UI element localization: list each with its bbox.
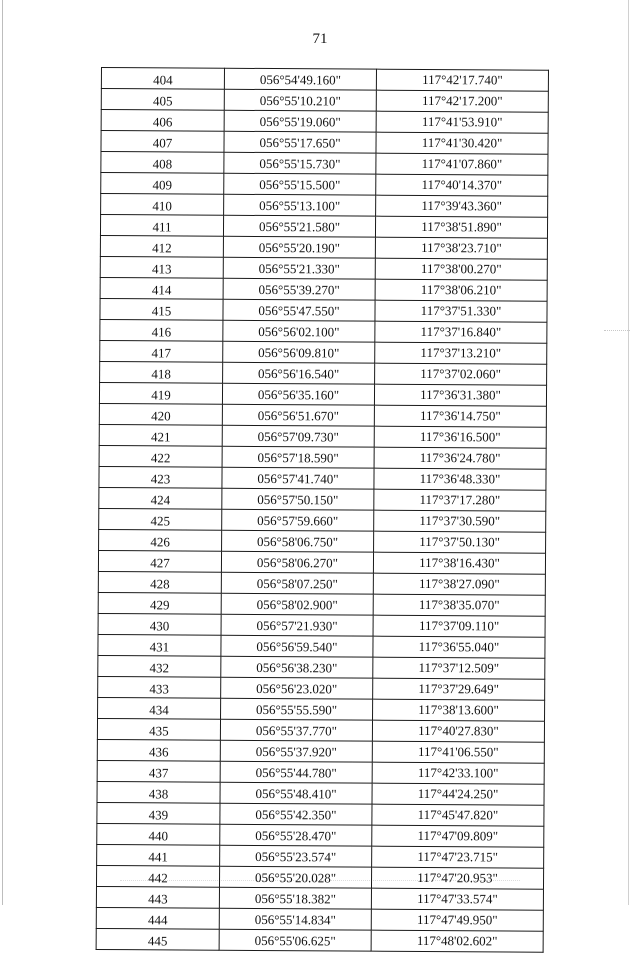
latitude-cell: 056°57'21.930"	[221, 614, 373, 636]
table-row	[97, 844, 544, 868]
longitude-cell: 117°48'02.602"	[371, 930, 543, 952]
longitude-cell: 117°42'33.100"	[372, 762, 544, 784]
point-number-cell: 445	[96, 928, 219, 950]
point-number-cell: 411	[100, 215, 223, 237]
point-number-cell: 426	[99, 529, 222, 551]
longitude-cell: 117°47'09.809"	[372, 825, 544, 847]
latitude-cell: 056°55'23.574"	[220, 845, 372, 867]
longitude-cell: 117°37'13.210"	[375, 342, 547, 364]
latitude-cell: 056°55'37.920"	[220, 740, 372, 762]
latitude-cell: 056°55'44.780"	[220, 761, 372, 783]
point-number-cell: 436	[97, 739, 220, 761]
latitude-cell: 056°57'59.660"	[222, 509, 374, 531]
table-row	[101, 131, 548, 155]
point-number-cell: 414	[100, 277, 223, 299]
table-row	[97, 718, 544, 742]
coordinates-table	[96, 67, 549, 953]
longitude-cell: 117°40'27.830"	[372, 720, 544, 742]
table-row	[100, 215, 547, 239]
table-row	[100, 298, 547, 322]
table-row	[100, 340, 547, 364]
point-number-cell: 404	[101, 68, 224, 90]
longitude-cell: 117°40'14.370"	[376, 174, 548, 196]
table-row	[99, 403, 546, 427]
point-number-cell: 427	[98, 550, 221, 572]
point-number-cell: 433	[98, 676, 221, 698]
point-number-cell: 415	[100, 298, 223, 320]
point-number-cell: 408	[101, 152, 224, 174]
latitude-cell: 056°55'18.382"	[219, 887, 371, 909]
table-row	[97, 760, 544, 784]
longitude-cell: 117°41'07.860"	[376, 153, 548, 175]
longitude-cell: 117°37'50.130"	[374, 531, 546, 553]
latitude-cell: 056°54'49.160"	[224, 68, 376, 90]
latitude-cell: 056°58'06.270"	[221, 551, 373, 573]
point-number-cell: 412	[100, 235, 223, 257]
table-row	[97, 802, 544, 826]
point-number-cell: 443	[96, 886, 219, 908]
longitude-cell: 117°41'30.420"	[376, 132, 548, 154]
longitude-cell: 117°38'35.070"	[373, 594, 545, 616]
point-number-cell: 405	[101, 89, 224, 111]
table-row	[99, 487, 546, 511]
latitude-cell: 056°55'21.580"	[223, 215, 375, 237]
longitude-cell: 117°38'13.600"	[373, 699, 545, 721]
latitude-cell: 056°55'42.350"	[220, 803, 372, 825]
latitude-cell: 056°56'23.020"	[221, 677, 373, 699]
latitude-cell: 056°56'35.160"	[222, 383, 374, 405]
longitude-cell: 117°47'23.715"	[372, 846, 544, 868]
latitude-cell: 056°56'51.670"	[222, 404, 374, 426]
point-number-cell: 442	[96, 865, 219, 887]
point-number-cell: 440	[97, 823, 220, 845]
table-row	[101, 152, 548, 176]
latitude-cell: 056°55'20.028"	[219, 866, 371, 888]
point-number-cell: 423	[99, 466, 222, 488]
point-number-cell: 431	[98, 634, 221, 656]
longitude-cell: 117°38'16.430"	[373, 552, 545, 574]
latitude-cell: 056°55'47.550"	[223, 299, 375, 321]
point-number-cell: 420	[99, 403, 222, 425]
point-number-cell: 416	[100, 319, 223, 341]
latitude-cell: 056°55'19.060"	[224, 110, 376, 132]
table-row	[98, 613, 545, 637]
latitude-cell: 056°55'48.410"	[220, 782, 372, 804]
latitude-cell: 056°55'10.210"	[224, 89, 376, 111]
latitude-cell: 056°58'07.250"	[221, 572, 373, 594]
table-row	[96, 928, 543, 952]
point-number-cell: 410	[101, 194, 224, 216]
table-row	[100, 319, 547, 343]
table-row	[101, 68, 548, 92]
point-number-cell: 406	[101, 110, 224, 132]
longitude-cell: 117°38'51.890"	[375, 216, 547, 238]
table-row	[98, 676, 545, 700]
longitude-cell: 117°37'30.590"	[374, 510, 546, 532]
point-number-cell: 439	[97, 802, 220, 824]
latitude-cell: 056°56'16.540"	[223, 362, 375, 384]
table-row	[96, 865, 543, 889]
table-row	[101, 89, 548, 113]
latitude-cell: 056°56'02.100"	[223, 320, 375, 342]
latitude-cell: 056°55'21.330"	[223, 257, 375, 279]
latitude-cell: 056°57'50.150"	[222, 488, 374, 510]
latitude-cell: 056°55'13.100"	[224, 194, 376, 216]
table-row	[99, 445, 546, 469]
table-row	[99, 529, 546, 553]
point-number-cell: 437	[97, 760, 220, 782]
latitude-cell: 056°56'59.540"	[221, 635, 373, 657]
table-row	[97, 823, 544, 847]
table-row	[101, 173, 548, 197]
point-number-cell: 409	[101, 173, 224, 195]
longitude-cell: 117°37'51.330"	[375, 300, 547, 322]
table-row	[99, 424, 546, 448]
table-row	[101, 110, 548, 134]
longitude-cell: 117°37'17.280"	[374, 489, 546, 511]
point-number-cell: 438	[97, 781, 220, 803]
table-row	[99, 508, 546, 532]
latitude-cell: 056°56'09.810"	[223, 341, 375, 363]
table-row	[101, 194, 548, 218]
point-number-cell: 424	[99, 487, 222, 509]
longitude-cell: 117°36'16.500"	[374, 426, 546, 448]
table-row	[99, 466, 546, 490]
scan-artifact	[604, 330, 630, 332]
longitude-cell: 117°37'12.509"	[373, 657, 545, 679]
point-number-cell: 425	[99, 508, 222, 530]
point-number-cell: 421	[99, 424, 222, 446]
scan-edge-left	[2, 0, 3, 905]
table-row	[98, 634, 545, 658]
latitude-cell: 056°55'15.730"	[224, 152, 376, 174]
table-row	[96, 907, 543, 931]
point-number-cell: 428	[98, 571, 221, 593]
longitude-cell: 117°38'00.270"	[375, 258, 547, 280]
scan-edge-right	[628, 0, 629, 905]
point-number-cell: 429	[98, 592, 221, 614]
longitude-cell: 117°44'24.250"	[372, 783, 544, 805]
table-row	[98, 655, 545, 679]
longitude-cell: 117°36'31.380"	[374, 384, 546, 406]
latitude-cell: 056°57'09.730"	[222, 425, 374, 447]
latitude-cell: 056°55'37.770"	[220, 719, 372, 741]
table-row	[98, 550, 545, 574]
latitude-cell: 056°55'28.470"	[220, 824, 372, 846]
latitude-cell: 056°58'06.750"	[222, 530, 374, 552]
longitude-cell: 117°45'47.820"	[372, 804, 544, 826]
point-number-cell: 422	[99, 445, 222, 467]
table-row	[100, 277, 547, 301]
longitude-cell: 117°38'23.710"	[375, 237, 547, 259]
latitude-cell: 056°55'06.625"	[219, 929, 371, 951]
table-row	[97, 739, 544, 763]
point-number-cell: 435	[97, 718, 220, 740]
point-number-cell: 417	[100, 340, 223, 362]
table-row	[100, 256, 547, 280]
table-row	[97, 781, 544, 805]
latitude-cell: 056°55'55.590"	[221, 698, 373, 720]
longitude-cell: 117°47'20.953"	[371, 867, 543, 889]
latitude-cell: 056°57'41.740"	[222, 467, 374, 489]
point-number-cell: 430	[98, 613, 221, 635]
longitude-cell: 117°36'14.750"	[374, 405, 546, 427]
longitude-cell: 117°42'17.200"	[376, 90, 548, 112]
longitude-cell: 117°39'43.360"	[376, 195, 548, 217]
table-row	[98, 697, 545, 721]
page-number: 71	[312, 31, 328, 47]
longitude-cell: 117°42'17.740"	[376, 69, 548, 91]
longitude-cell: 117°37'29.649"	[373, 678, 545, 700]
longitude-cell: 117°38'27.090"	[373, 573, 545, 595]
latitude-cell: 056°56'38.230"	[221, 656, 373, 678]
table-row	[98, 592, 545, 616]
point-number-cell: 441	[97, 844, 220, 866]
latitude-cell: 056°55'14.834"	[219, 908, 371, 930]
point-number-cell: 413	[100, 256, 223, 278]
longitude-cell: 117°36'24.780"	[374, 447, 546, 469]
longitude-cell: 117°47'33.574"	[371, 888, 543, 910]
point-number-cell: 418	[100, 361, 223, 383]
point-number-cell: 444	[96, 907, 219, 929]
table-row	[99, 382, 546, 406]
latitude-cell: 056°58'02.900"	[221, 593, 373, 615]
point-number-cell: 407	[101, 131, 224, 153]
table-row	[98, 571, 545, 595]
table-row	[100, 235, 547, 259]
longitude-cell: 117°41'53.910"	[376, 111, 548, 133]
table-row	[96, 886, 543, 910]
latitude-cell: 056°55'20.190"	[223, 236, 375, 258]
latitude-cell: 056°55'39.270"	[223, 278, 375, 300]
point-number-cell: 434	[98, 697, 221, 719]
longitude-cell: 117°36'55.040"	[373, 636, 545, 658]
latitude-cell: 056°55'15.500"	[224, 173, 376, 195]
latitude-cell: 056°57'18.590"	[222, 446, 374, 468]
latitude-cell: 056°55'17.650"	[224, 131, 376, 153]
table-row	[100, 361, 547, 385]
longitude-cell: 117°37'16.840"	[375, 321, 547, 343]
longitude-cell: 117°47'49.950"	[371, 909, 543, 931]
coordinates-table-body	[96, 68, 548, 953]
longitude-cell: 117°37'02.060"	[375, 363, 547, 385]
longitude-cell: 117°36'48.330"	[374, 468, 546, 490]
longitude-cell: 117°37'09.110"	[373, 615, 545, 637]
point-number-cell: 419	[99, 382, 222, 404]
longitude-cell: 117°38'06.210"	[375, 279, 547, 301]
point-number-cell: 432	[98, 655, 221, 677]
longitude-cell: 117°41'06.550"	[372, 741, 544, 763]
